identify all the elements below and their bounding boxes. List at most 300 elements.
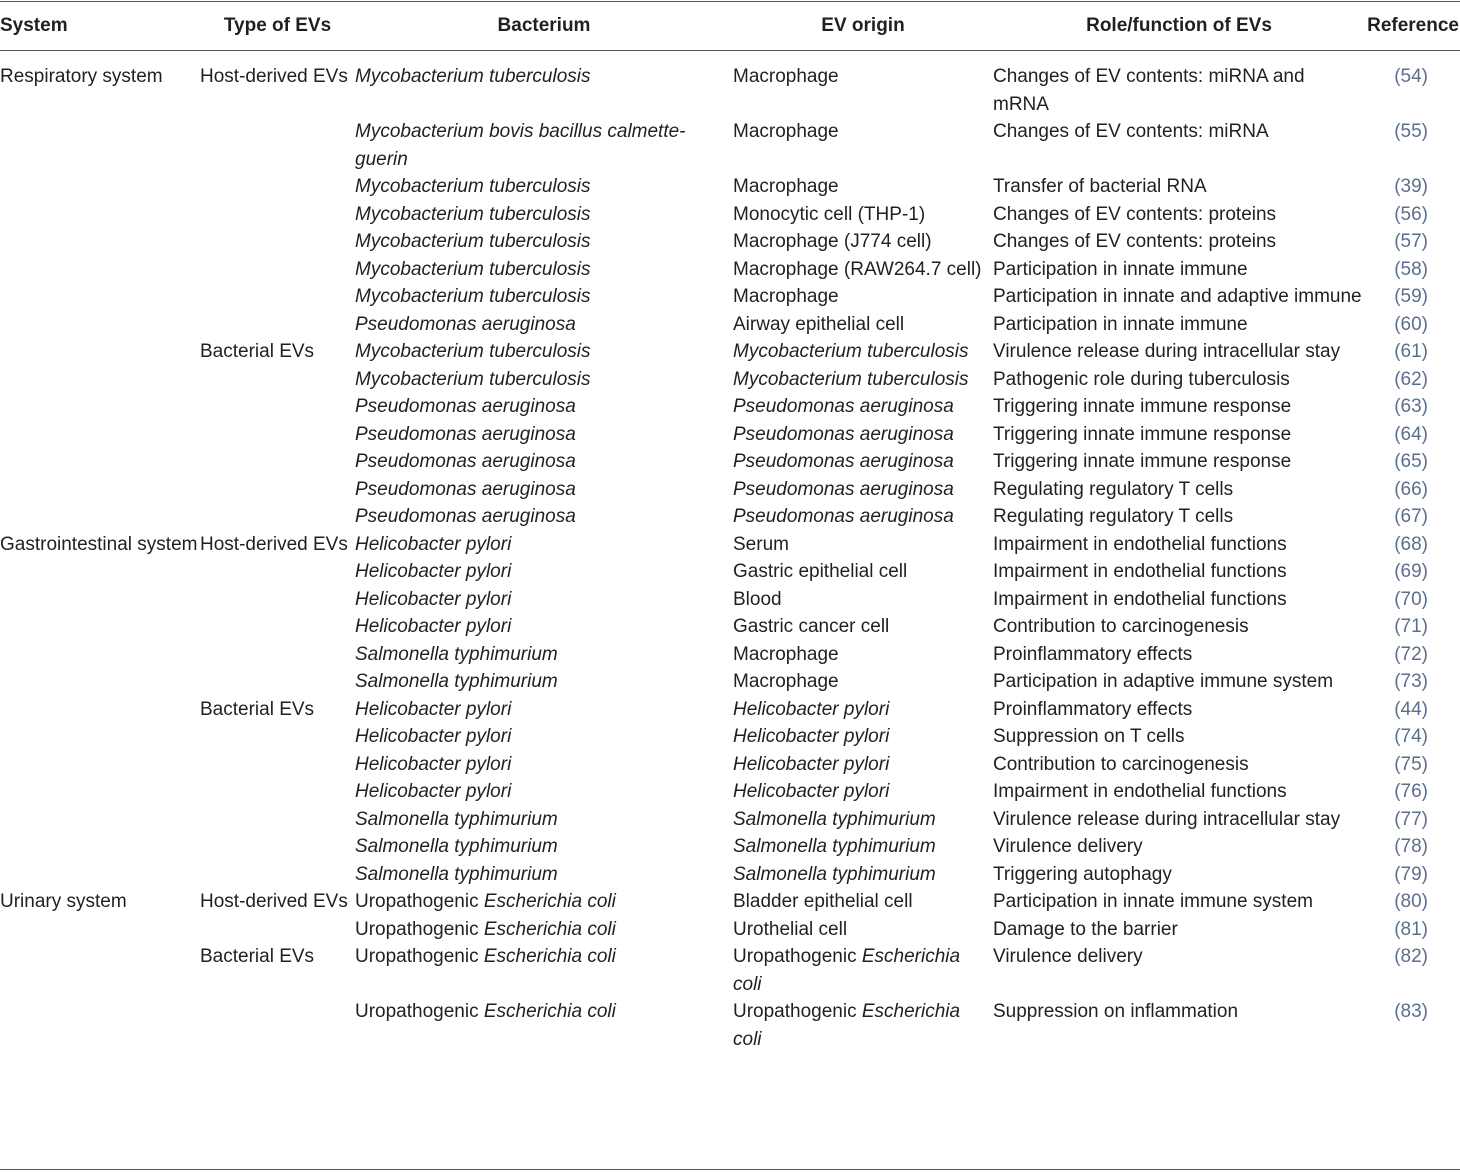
ev-type-cell (200, 668, 355, 696)
reference-cell (1365, 283, 1460, 311)
origin-name: Salmonella typhimurium (733, 836, 936, 857)
origin-name: Helicobacter pylori (733, 698, 890, 720)
reference-cell (1365, 806, 1460, 834)
reference-cell (1365, 256, 1460, 284)
bacterium-name: Mycobacterium tuberculosis (355, 368, 591, 390)
role-text: Proinflammatory effects (993, 698, 1193, 720)
table-row (0, 338, 1460, 366)
system-cell (0, 476, 200, 504)
bacterium-name: Escherichia coli (483, 891, 616, 912)
ev-origin-cell (733, 201, 993, 229)
ev-type-cell (200, 421, 355, 449)
role-cell (993, 558, 1365, 586)
bacterium-cell (355, 201, 733, 229)
role-cell (993, 51, 1365, 118)
bacterium-cell (355, 861, 733, 889)
origin-name: Airway epithelial cell (733, 313, 905, 335)
ev-type-cell (200, 201, 355, 229)
system-cell (0, 751, 200, 779)
bacterium-cell (355, 503, 733, 531)
header-bacterium: Bacterium (497, 14, 591, 36)
role-cell (993, 833, 1365, 861)
bacterium-cell (355, 668, 733, 696)
ev-type-cell (200, 228, 355, 256)
bacterium-name: Pseudomonas aeruginosa (355, 478, 576, 500)
system-cell (0, 806, 200, 834)
reference-cell (1365, 723, 1460, 751)
ev-type-cell (200, 778, 355, 806)
table-row (0, 586, 1460, 614)
reference-link: (72) (1394, 643, 1428, 665)
role-cell (993, 888, 1365, 916)
system-cell (0, 393, 200, 421)
reference-link: (54) (1394, 66, 1428, 87)
bacterium-name: Mycobacterium tuberculosis (355, 203, 591, 225)
bacterium-prefix: Uropathogenic (355, 1001, 484, 1022)
table-row (0, 806, 1460, 834)
role-text: Changes of EV contents: miRNA and mRNA (993, 66, 1305, 115)
table-row (0, 751, 1460, 779)
bacterium-cell (355, 393, 733, 421)
reference-link: (67) (1394, 506, 1428, 527)
ev-type-cell (200, 613, 355, 641)
role-cell (993, 586, 1365, 614)
role-text: Proinflammatory effects (993, 643, 1193, 665)
role-cell (993, 531, 1365, 559)
role-cell (993, 311, 1365, 339)
origin-name: Helicobacter pylori (733, 726, 890, 747)
system-cell (0, 366, 200, 394)
reference-link: (63) (1394, 396, 1428, 417)
bacterium-cell (355, 751, 733, 779)
ev-origin-cell (733, 668, 993, 696)
reference-cell (1365, 173, 1460, 201)
table-row (0, 393, 1460, 421)
table-row (0, 503, 1460, 531)
origin-name: Helicobacter pylori (733, 781, 890, 802)
role-text: Triggering innate immune response (993, 451, 1292, 472)
role-cell (993, 118, 1365, 173)
origin-name: Macrophage (733, 643, 839, 665)
origin-name: Escherichia coli (733, 946, 961, 995)
reference-cell (1365, 778, 1460, 806)
origin-name: Pseudomonas aeruginosa (733, 396, 954, 417)
table-row (0, 228, 1460, 256)
ev-type-cell (200, 943, 355, 998)
system-cell (0, 448, 200, 476)
role-text: Pathogenic role during tuberculosis (993, 368, 1290, 390)
role-text: Damage to the barrier (993, 918, 1178, 940)
reference-cell (1365, 861, 1460, 889)
table-row (0, 696, 1460, 724)
bacterium-cell (355, 448, 733, 476)
reference-link: (60) (1394, 313, 1428, 335)
ev-origin-cell (733, 833, 993, 861)
reference-cell (1365, 476, 1460, 504)
origin-name: Bladder epithelial cell (733, 891, 913, 912)
ev-type-cell (200, 283, 355, 311)
ev-origin-cell (733, 311, 993, 339)
bacterium-name: Salmonella typhimurium (355, 836, 558, 857)
reference-cell (1365, 668, 1460, 696)
ev-origin-cell (733, 723, 993, 751)
reference-link: (66) (1394, 478, 1428, 500)
ev-type-cell (200, 888, 355, 916)
role-text: Changes of EV contents: proteins (993, 231, 1277, 252)
role-text: Virulence delivery (993, 836, 1143, 857)
reference-cell (1365, 833, 1460, 861)
role-cell (993, 201, 1365, 229)
bacterium-name: Escherichia coli (483, 1001, 616, 1022)
header-origin: EV origin (821, 14, 905, 36)
table-row (0, 283, 1460, 311)
ev-type-cell (200, 916, 355, 944)
role-text: Triggering autophagy (993, 863, 1172, 885)
origin-name: Pseudomonas aeruginosa (733, 423, 954, 445)
origin-name: Helicobacter pylori (733, 753, 890, 775)
origin-name: Gastric epithelial cell (733, 561, 908, 582)
reference-link: (55) (1394, 121, 1428, 142)
bacterium-cell (355, 833, 733, 861)
reference-link: (58) (1394, 258, 1428, 280)
ev-origin-cell (733, 641, 993, 669)
reference-cell (1365, 888, 1460, 916)
table-row (0, 448, 1460, 476)
role-cell (993, 393, 1365, 421)
role-cell (993, 503, 1365, 531)
role-cell (993, 173, 1365, 201)
ev-type-text: Host-derived EVs (200, 891, 348, 912)
role-text: Regulating regulatory T cells (993, 478, 1234, 500)
bacterium-name: Salmonella typhimurium (355, 808, 558, 830)
ev-type-cell (200, 806, 355, 834)
bacterium-name: Escherichia coli (483, 918, 616, 940)
system-cell (0, 613, 200, 641)
origin-prefix: Uropathogenic (733, 946, 862, 967)
bacterium-cell (355, 311, 733, 339)
table-row (0, 833, 1460, 861)
header-system: System (0, 14, 68, 36)
system-cell (0, 861, 200, 889)
role-cell (993, 668, 1365, 696)
system-cell (0, 696, 200, 724)
ev-origin-cell (733, 696, 993, 724)
reference-link: (77) (1394, 808, 1428, 830)
origin-name: Gastric cancer cell (733, 616, 890, 637)
system-text: Gastrointestinal system (0, 533, 198, 555)
bacterium-cell (355, 888, 733, 916)
bacterium-cell (355, 558, 733, 586)
role-cell (993, 641, 1365, 669)
bacterium-cell (355, 943, 733, 998)
role-text: Impairment in endothelial functions (993, 561, 1287, 582)
bacterium-name: Mycobacterium tuberculosis (355, 231, 591, 252)
reference-cell (1365, 448, 1460, 476)
system-cell (0, 201, 200, 229)
reference-cell (1365, 228, 1460, 256)
bacterium-cell (355, 256, 733, 284)
role-cell (993, 696, 1365, 724)
bacterium-name: Mycobacterium tuberculosis (355, 258, 591, 280)
bacterium-cell (355, 283, 733, 311)
system-cell (0, 311, 200, 339)
bacterium-name: Mycobacterium tuberculosis (355, 176, 591, 197)
bacterium-name: Mycobacterium tuberculosis (355, 66, 591, 87)
bacterium-name: Helicobacter pylori (355, 616, 512, 637)
reference-link: (70) (1394, 588, 1428, 610)
bacterium-name: Helicobacter pylori (355, 561, 512, 582)
reference-cell (1365, 201, 1460, 229)
origin-name: Mycobacterium tuberculosis (733, 341, 969, 362)
reference-cell (1365, 586, 1460, 614)
ev-origin-cell (733, 393, 993, 421)
system-cell (0, 943, 200, 998)
origin-name: Macrophage (733, 121, 839, 142)
system-cell (0, 118, 200, 173)
ev-type-cell (200, 998, 355, 1071)
origin-name: Macrophage (733, 286, 839, 307)
role-text: Impairment in endothelial functions (993, 781, 1287, 802)
table-row (0, 723, 1460, 751)
role-text: Suppression on T cells (993, 726, 1185, 747)
system-cell (0, 668, 200, 696)
reference-cell (1365, 393, 1460, 421)
system-cell (0, 173, 200, 201)
ev-origin-cell (733, 613, 993, 641)
table-row (0, 256, 1460, 284)
bacterium-name: Helicobacter pylori (355, 533, 512, 555)
role-cell (993, 806, 1365, 834)
ev-origin-cell (733, 256, 993, 284)
role-cell (993, 613, 1365, 641)
reference-link: (64) (1394, 423, 1428, 445)
reference-cell (1365, 641, 1460, 669)
ev-type-cell (200, 503, 355, 531)
reference-cell (1365, 531, 1460, 559)
table-row (0, 916, 1460, 944)
role-cell (993, 283, 1365, 311)
bacterium-name: Escherichia coli (483, 946, 616, 967)
bacterium-cell (355, 916, 733, 944)
table-row (0, 613, 1460, 641)
ev-type-cell (200, 558, 355, 586)
role-cell (993, 778, 1365, 806)
origin-name: Pseudomonas aeruginosa (733, 451, 954, 472)
table-row (0, 998, 1460, 1071)
bacterium-name: Pseudomonas aeruginosa (355, 423, 576, 445)
bacterium-name: Pseudomonas aeruginosa (355, 451, 576, 472)
reference-link: (69) (1394, 561, 1428, 582)
system-cell (0, 916, 200, 944)
reference-link: (83) (1394, 1001, 1428, 1022)
role-text: Participation in innate and adaptive immune (993, 286, 1362, 307)
role-cell (993, 338, 1365, 366)
reference-cell (1365, 311, 1460, 339)
reference-link: (78) (1394, 836, 1428, 857)
ev-origin-cell (733, 338, 993, 366)
ev-type-cell (200, 393, 355, 421)
bacterium-prefix: Uropathogenic (355, 918, 484, 940)
reference-link: (39) (1394, 176, 1428, 197)
reference-cell (1365, 943, 1460, 998)
role-text: Virulence release during intracellular stay (993, 341, 1341, 362)
system-cell (0, 778, 200, 806)
origin-prefix: Uropathogenic (733, 1001, 862, 1022)
bacterium-name: Helicobacter pylori (355, 726, 512, 747)
ev-type-cell (200, 531, 355, 559)
ev-origin-cell (733, 916, 993, 944)
ev-type-cell (200, 173, 355, 201)
ev-type-cell (200, 118, 355, 173)
origin-name: Salmonella typhimurium (733, 863, 936, 885)
system-cell (0, 888, 200, 916)
ev-type-text: Bacterial EVs (200, 698, 315, 720)
ev-origin-cell (733, 118, 993, 173)
ev-origin-cell (733, 586, 993, 614)
reference-cell (1365, 503, 1460, 531)
role-text: Impairment in endothelial functions (993, 588, 1287, 610)
bacterium-cell (355, 998, 733, 1071)
reference-cell (1365, 118, 1460, 173)
ev-origin-cell (733, 751, 993, 779)
system-cell (0, 283, 200, 311)
bacterium-name: Pseudomonas aeruginosa (355, 506, 576, 527)
bacterium-name: Pseudomonas aeruginosa (355, 313, 576, 335)
role-text: Contribution to carcinogenesis (993, 753, 1249, 775)
reference-cell (1365, 613, 1460, 641)
table-row (0, 173, 1460, 201)
bacterium-cell (355, 173, 733, 201)
system-cell (0, 998, 200, 1071)
header-reference: Reference (1367, 14, 1459, 36)
table-row (0, 201, 1460, 229)
role-text: Virulence delivery (993, 946, 1143, 967)
reference-link: (74) (1394, 726, 1428, 747)
role-cell (993, 998, 1365, 1071)
ev-origin-cell (733, 861, 993, 889)
origin-name: Macrophage (733, 671, 839, 692)
ev-type-cell (200, 448, 355, 476)
ev-origin-cell (733, 173, 993, 201)
origin-name: Escherichia coli (733, 1001, 961, 1050)
origin-name: Pseudomonas aeruginosa (733, 506, 954, 527)
role-cell (993, 228, 1365, 256)
system-cell (0, 558, 200, 586)
ev-type-cell (200, 366, 355, 394)
system-cell (0, 833, 200, 861)
table-row (0, 888, 1460, 916)
reference-cell (1365, 696, 1460, 724)
origin-name: Macrophage (733, 66, 839, 87)
bacterium-name: Mycobacterium bovis bacillus calmette-guerin (355, 121, 686, 170)
ev-type-text: Host-derived EVs (200, 533, 348, 555)
bacterium-cell (355, 613, 733, 641)
table-row (0, 861, 1460, 889)
ev-type-cell (200, 641, 355, 669)
ev-origin-cell (733, 228, 993, 256)
bacterium-cell (355, 806, 733, 834)
ev-type-text: Bacterial EVs (200, 946, 315, 967)
bacterium-cell (355, 366, 733, 394)
table-row (0, 531, 1460, 559)
system-cell (0, 338, 200, 366)
reference-cell (1365, 51, 1460, 118)
origin-name: Monocytic cell (THP-1) (733, 203, 926, 225)
table-row (0, 311, 1460, 339)
system-cell (0, 641, 200, 669)
role-text: Contribution to carcinogenesis (993, 616, 1249, 637)
role-cell (993, 476, 1365, 504)
reference-cell (1365, 916, 1460, 944)
bacterium-cell (355, 51, 733, 118)
origin-name: Blood (733, 588, 782, 610)
role-text: Participation in innate immune (993, 313, 1248, 335)
role-cell (993, 943, 1365, 998)
system-cell (0, 421, 200, 449)
role-text: Triggering innate immune response (993, 396, 1292, 417)
reference-link: (65) (1394, 451, 1428, 472)
role-cell (993, 366, 1365, 394)
table-row (0, 366, 1460, 394)
header-type: Type of EVs (223, 14, 332, 36)
role-cell (993, 421, 1365, 449)
table-row (0, 558, 1460, 586)
origin-name: Urothelial cell (733, 918, 848, 940)
role-text: Virulence release during intracellular stay (993, 808, 1341, 830)
ev-origin-cell (733, 558, 993, 586)
origin-name: Serum (733, 533, 789, 555)
ev-type-cell (200, 861, 355, 889)
reference-link: (76) (1394, 781, 1428, 802)
table-body (0, 51, 1460, 1071)
ev-type-cell (200, 311, 355, 339)
bacterium-cell (355, 641, 733, 669)
reference-cell (1365, 338, 1460, 366)
reference-cell (1365, 366, 1460, 394)
ev-origin-cell (733, 51, 993, 118)
system-cell (0, 723, 200, 751)
system-cell (0, 228, 200, 256)
role-text: Regulating regulatory T cells (993, 506, 1234, 527)
role-cell (993, 751, 1365, 779)
role-cell (993, 861, 1365, 889)
table-row (0, 943, 1460, 998)
table-row (0, 421, 1460, 449)
role-cell (993, 916, 1365, 944)
role-text: Changes of EV contents: proteins (993, 203, 1277, 225)
reference-cell (1365, 421, 1460, 449)
ev-origin-cell (733, 806, 993, 834)
role-text: Participation in adaptive immune system (993, 671, 1334, 692)
origin-name: Mycobacterium tuberculosis (733, 368, 969, 390)
ev-origin-cell (733, 531, 993, 559)
role-text: Changes of EV contents: miRNA (993, 121, 1269, 142)
origin-name: Macrophage (RAW264.7 cell) (733, 258, 982, 280)
bacterium-name: Mycobacterium tuberculosis (355, 341, 591, 362)
ev-type-cell (200, 833, 355, 861)
table-header-row (0, 0, 1460, 51)
system-cell (0, 51, 200, 118)
role-cell (993, 448, 1365, 476)
role-text: Impairment in endothelial functions (993, 533, 1287, 555)
bacterium-cell (355, 723, 733, 751)
bacterium-name: Helicobacter pylori (355, 781, 512, 802)
bacterium-name: Helicobacter pylori (355, 588, 512, 610)
bacterium-cell (355, 476, 733, 504)
bacterium-cell (355, 118, 733, 173)
reference-link: (62) (1394, 368, 1428, 390)
reference-link: (81) (1394, 918, 1428, 940)
